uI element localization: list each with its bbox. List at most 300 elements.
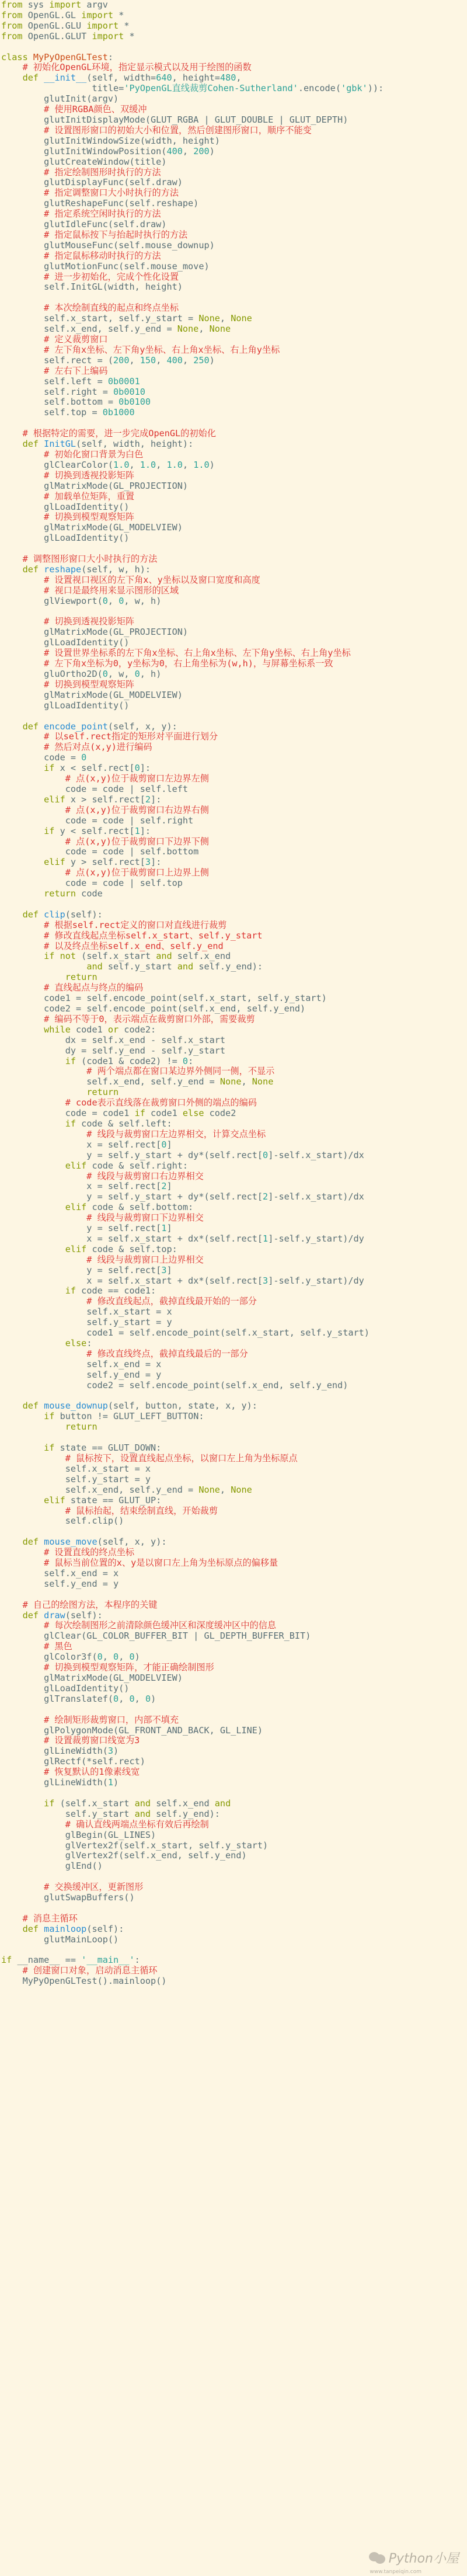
code-line xyxy=(1,910,467,920)
code-token: self.y_end): xyxy=(151,1808,220,1819)
code-token: and xyxy=(86,961,103,972)
code-token: (self, button, state, x, y): xyxy=(107,1400,257,1412)
code-token: # 修改直线起点，截掉直线最开始的一部分 xyxy=(1,1296,257,1307)
code-line xyxy=(1,711,467,722)
code-token: code2: xyxy=(119,1024,156,1035)
code-line xyxy=(1,857,467,868)
code-token: if xyxy=(44,825,55,836)
code-token: ] xyxy=(166,1264,172,1275)
code-line xyxy=(1,1631,467,1642)
code-token: if xyxy=(65,1118,76,1129)
code-token: # 以self.rect指定的矩形对平面进行划分 xyxy=(1,731,218,742)
code-token: # 本次绘制直线的起点和终点坐标 xyxy=(1,303,179,314)
code-token xyxy=(1,972,65,982)
code-line xyxy=(1,1882,467,1893)
code-token: 0 xyxy=(102,669,108,679)
code-line xyxy=(1,230,467,241)
code-token: None xyxy=(209,324,231,335)
code-line xyxy=(1,1370,467,1381)
code-token: def xyxy=(22,72,39,84)
code-line xyxy=(1,523,467,533)
code-token: glMatrixMode(GL_MODELVIEW) xyxy=(1,522,183,533)
code-token: (self.x_start xyxy=(54,1798,135,1809)
code-token: , xyxy=(102,1652,114,1663)
code-line xyxy=(1,1788,467,1799)
code-token xyxy=(39,72,44,83)
code-token: # 编码不等于0，表示端点在裁剪窗口外部，需要裁剪 xyxy=(1,1013,255,1024)
code-line xyxy=(1,42,467,53)
code-token xyxy=(1,1421,65,1432)
code-token: self.y_end): xyxy=(193,961,263,972)
code-line xyxy=(1,732,467,742)
code-line xyxy=(1,481,467,492)
code-token: 0 xyxy=(263,1149,269,1160)
code-line xyxy=(1,826,467,837)
code-token xyxy=(1,1160,65,1171)
code-token: 1.0 xyxy=(193,459,210,470)
code-token xyxy=(1,1442,44,1453)
code-token: self.y_start xyxy=(1,1808,135,1819)
code-token: # 指定鼠标移动时执行的方法 xyxy=(1,250,161,261)
watermark xyxy=(369,2549,459,2567)
code-token: # 定义裁剪窗口 xyxy=(1,334,108,345)
code-line xyxy=(1,1066,467,1077)
code-line xyxy=(1,784,467,795)
code-token: glutCreateWindow(title) xyxy=(1,156,167,167)
code-token xyxy=(1,1024,44,1035)
code-token: 150 xyxy=(140,354,156,366)
code-token: 2 xyxy=(263,1191,269,1202)
code-token: 250 xyxy=(193,354,210,366)
code-token: y = self.rect[ xyxy=(1,1223,162,1234)
code-token: # 直线起点与终点的编码 xyxy=(1,982,144,993)
code-token: (self): xyxy=(86,1923,124,1934)
code-token: glTranslatef( xyxy=(1,1693,114,1704)
code-token: glutInitWindowSize(width, height) xyxy=(1,135,220,146)
code-token: if xyxy=(44,1798,55,1809)
code-token: code = code1 xyxy=(1,1108,135,1119)
code-token: code2 = self.encode_point(self.x_end, self.y_end) xyxy=(1,1003,306,1014)
code-token: button != GLUT_LEFT_BUTTON: xyxy=(54,1411,204,1422)
code-line xyxy=(1,429,467,439)
code-line xyxy=(1,638,467,648)
code-token: ] xyxy=(166,1223,172,1234)
code-token: (self, width, height): xyxy=(76,439,194,450)
code-token: , xyxy=(182,354,194,366)
code-token: __name__ == xyxy=(12,1955,82,1966)
code-token: * xyxy=(113,9,124,20)
code-token: encode_point xyxy=(44,721,108,732)
code-token: , xyxy=(119,1693,130,1704)
code-token: None xyxy=(252,1076,274,1087)
code-token: ) xyxy=(209,459,215,470)
code-line xyxy=(1,418,467,429)
code-line xyxy=(1,1652,467,1663)
code-token: self.y_end = y xyxy=(1,1369,162,1380)
code-token: code & self.bottom: xyxy=(86,1202,194,1213)
code-token: import xyxy=(81,9,114,20)
code-line xyxy=(1,1976,467,1987)
code-token: , xyxy=(156,459,167,470)
code-line xyxy=(1,387,467,398)
code-line xyxy=(1,1914,467,1924)
code-line xyxy=(1,147,467,157)
code-token: 400 xyxy=(166,354,183,366)
code-token: ]-self.x_start)/dx xyxy=(268,1149,364,1160)
code-token xyxy=(1,1610,23,1621)
code-line xyxy=(1,84,467,94)
code-line xyxy=(1,293,467,303)
code-line xyxy=(1,1872,467,1882)
code-line xyxy=(1,1558,467,1569)
code-line xyxy=(1,1600,467,1611)
code-token: : xyxy=(86,1338,92,1348)
code-token: 1 xyxy=(107,1777,114,1788)
code-token xyxy=(39,1924,44,1934)
code-token: glutMainLoop() xyxy=(1,1934,119,1945)
code-token xyxy=(1,1495,44,1506)
code-token: ) xyxy=(209,145,215,157)
code-token: return xyxy=(65,1421,97,1433)
code-token xyxy=(1,1798,44,1809)
code-token: glutMotionFunc(self.mouse_move) xyxy=(1,260,210,272)
code-token: def xyxy=(22,909,39,920)
code-token: OpenGL.GLUT xyxy=(22,30,92,41)
code-token: code = code | self.right xyxy=(1,815,194,826)
code-token: code & self.right: xyxy=(86,1160,189,1171)
code-token: # 设置裁剪窗口线宽为3 xyxy=(1,1735,140,1746)
code-token xyxy=(1,763,44,773)
code-line xyxy=(1,533,467,544)
code-line xyxy=(1,1244,467,1255)
code-line xyxy=(1,1485,467,1496)
code-token: state == GLUT_DOWN: xyxy=(54,1442,162,1454)
code-token: 0 xyxy=(97,1652,103,1663)
code-line xyxy=(1,11,467,21)
code-line xyxy=(1,1266,467,1276)
code-token: # 设置直线的终点坐标 xyxy=(1,1547,135,1558)
code-token: # 指定鼠标按下与抬起时执行的方法 xyxy=(1,229,188,240)
code-token: self.y_start = y xyxy=(1,1317,172,1328)
code-token: , xyxy=(241,1076,252,1087)
code-token xyxy=(1,1411,44,1421)
code-token xyxy=(1,1118,65,1129)
code-line xyxy=(1,1935,467,1945)
code-line xyxy=(1,816,467,826)
code-token: from xyxy=(1,30,23,41)
code-token: # 视口是最终用来显示图形的区域 xyxy=(1,585,179,596)
code-token: glutSwapBuffers() xyxy=(1,1892,135,1903)
code-token xyxy=(1,564,23,575)
code-token: and xyxy=(156,951,172,962)
code-line xyxy=(1,1296,467,1307)
code-token: else xyxy=(65,1338,87,1348)
code-line xyxy=(1,356,467,366)
code-token: 1.0 xyxy=(166,459,183,470)
code-line xyxy=(1,899,467,910)
code-token: code & self.top: xyxy=(86,1243,177,1254)
code-token: # 左右下上编码 xyxy=(1,365,108,376)
code-token: 0 xyxy=(113,1693,119,1704)
code-token: ] xyxy=(166,1139,172,1150)
code-line xyxy=(1,1433,467,1443)
code-token: self.x_end, self.y_end = xyxy=(1,1076,220,1087)
code-token: glEnd() xyxy=(1,1861,103,1872)
code-token: glMatrixMode(GL_MODELVIEW) xyxy=(1,1673,183,1683)
code-line xyxy=(1,627,467,638)
code-token: # 调整图形窗口大小时执行的方法 xyxy=(1,554,158,565)
code-line xyxy=(1,1349,467,1360)
code-token: ) xyxy=(151,1693,156,1704)
code-line xyxy=(1,0,467,11)
code-token: # 切换到透视投影矩阵 xyxy=(1,470,135,481)
code-token: return xyxy=(86,1087,119,1098)
code-line xyxy=(1,753,467,763)
code-token xyxy=(1,888,44,899)
code-token: glLoadIdentity() xyxy=(1,637,130,648)
code-line xyxy=(1,1391,467,1402)
code-token: # 左下角x坐标、左下角y坐标、右上角x坐标、右上角y坐标 xyxy=(1,344,280,355)
code-line xyxy=(1,168,467,178)
code-token: # 黑色 xyxy=(1,1641,72,1652)
code-line xyxy=(1,680,467,690)
code-token: ]: xyxy=(151,794,162,805)
code-line xyxy=(1,554,467,565)
code-token: glutInit(argv) xyxy=(1,93,119,105)
code-token: code & self.left: xyxy=(76,1118,172,1129)
code-token: glVertex2f(self.x_start, self.y_start) xyxy=(1,1840,269,1851)
code-line xyxy=(1,335,467,345)
code-line xyxy=(1,439,467,450)
code-token: ]: xyxy=(140,763,151,774)
code-line xyxy=(1,1360,467,1370)
code-token: self.x_end, self.y_end = xyxy=(1,1484,199,1495)
code-line xyxy=(1,345,467,356)
code-token: self.x_start, self.y_start = xyxy=(1,313,199,324)
code-line xyxy=(1,262,467,272)
code-token: glPolygonMode(GL_FRONT_AND_BACK, GL_LINE) xyxy=(1,1725,263,1736)
code-token: # 设置世界坐标系的左下角x坐标、右上角x坐标、左下角y坐标、右上角y坐标 xyxy=(1,648,351,659)
code-line xyxy=(1,21,467,32)
code-token: )): xyxy=(367,83,384,94)
code-token: while xyxy=(44,1024,71,1035)
code-token: self.y_start xyxy=(102,961,177,972)
code-token: glutIdleFunc(self.draw) xyxy=(1,219,167,230)
code-line xyxy=(1,701,467,711)
code-token: # 交换缓冲区，更新图形 xyxy=(1,1882,144,1893)
code-line xyxy=(1,1663,467,1673)
code-line xyxy=(1,1506,467,1517)
code-line xyxy=(1,617,467,627)
code-token: # 切换到模型观察矩阵，才能正确绘制图形 xyxy=(1,1662,214,1673)
code-token: elif xyxy=(65,1202,87,1213)
code-token: 0 xyxy=(145,1693,151,1704)
code-token: , w, xyxy=(107,669,135,679)
code-line xyxy=(1,1025,467,1035)
code-token: glLoadIdentity() xyxy=(1,501,130,512)
code-line xyxy=(1,1705,467,1715)
code-token xyxy=(1,1202,65,1212)
code-token xyxy=(1,439,23,449)
code-token xyxy=(1,794,44,805)
code-line xyxy=(1,1454,467,1464)
code-token: None xyxy=(231,1484,252,1495)
code-token: draw xyxy=(44,1609,65,1621)
code-token xyxy=(28,52,33,62)
code-line xyxy=(1,188,467,199)
code-token: # 创建窗口对象，启动消息主循环 xyxy=(1,1965,158,1976)
code-token: ]-self.y_start)/dy xyxy=(268,1275,364,1286)
code-token xyxy=(1,857,44,867)
code-line xyxy=(1,648,467,659)
code-token: code1 = self.encode_point(self.x_start, self.y_start) xyxy=(1,993,327,1004)
code-token: glMatrixMode(GL_PROJECTION) xyxy=(1,480,189,491)
code-token: if xyxy=(44,1411,55,1422)
code-line xyxy=(1,1841,467,1851)
code-token: return xyxy=(44,888,76,899)
code-token: , xyxy=(182,145,194,157)
code-line xyxy=(1,1171,467,1182)
code-token: elif xyxy=(65,1243,87,1254)
code-line xyxy=(1,1475,467,1485)
code-token xyxy=(1,1244,65,1254)
code-token: # 修改直线终点，截掉直线最后的一部分 xyxy=(1,1348,248,1359)
code-token: self.x_start = x xyxy=(1,1306,172,1317)
code-token: glutInitDisplayMode(GLUT_RGBA | GLUT_DOUBLE | GLUT_DEPTH) xyxy=(1,114,348,125)
code-line xyxy=(1,1317,467,1328)
code-token: def xyxy=(22,721,39,732)
code-token: 0 xyxy=(129,1652,135,1663)
code-line xyxy=(1,1579,467,1590)
code-line xyxy=(1,1569,467,1579)
code-token: # 修改直线起点坐标self.x_start、self.y_start xyxy=(1,930,263,941)
code-token: glRectf(*self.rect) xyxy=(1,1756,145,1767)
code-token: x < self.rect[ xyxy=(54,763,135,774)
code-token: # 线段与裁剪窗口右边界相交 xyxy=(1,1170,204,1181)
code-token: glColor3f( xyxy=(1,1652,97,1663)
code-token: None xyxy=(231,313,252,324)
code-token: ) xyxy=(134,1652,140,1663)
code-token: # 然后对点(x,y)进行编码 xyxy=(1,742,152,753)
code-token: 0b1000 xyxy=(102,407,135,418)
code-token: , xyxy=(129,459,140,470)
code-token: ) xyxy=(113,1777,119,1788)
code-token: x > self.rect[ xyxy=(65,794,145,805)
code-line xyxy=(1,951,467,962)
code-token: 0 xyxy=(161,1139,167,1150)
code-token: glutReshapeFunc(self.reshape) xyxy=(1,198,199,209)
code-token: None xyxy=(198,1484,220,1495)
code-line xyxy=(1,1381,467,1391)
code-token: import xyxy=(49,0,82,10)
code-token: elif xyxy=(65,1160,87,1171)
code-token: # 切换到模型观察矩阵 xyxy=(1,679,135,690)
code-line xyxy=(1,805,467,816)
code-token: # 自己的绘图方法，本程序的关键 xyxy=(1,1599,158,1610)
code-token: 200 xyxy=(193,145,210,157)
code-line xyxy=(1,1108,467,1119)
code-token xyxy=(1,909,23,920)
code-token: : xyxy=(188,1055,194,1066)
code-line xyxy=(1,1851,467,1861)
code-line xyxy=(1,1161,467,1171)
code-token xyxy=(1,1338,65,1348)
code-line xyxy=(1,199,467,209)
code-token: # 左下角x坐标为0，y坐标为0，右上角坐标为(w,h)，与屏幕坐标系一致 xyxy=(1,658,333,669)
code-token: if xyxy=(65,1285,76,1296)
code-token: else xyxy=(182,1108,204,1119)
code-token xyxy=(39,721,44,732)
code-token: class xyxy=(1,51,28,62)
code-line xyxy=(1,53,467,63)
code-line xyxy=(1,1077,467,1087)
code-token: 0 xyxy=(134,763,140,774)
code-token: code1 xyxy=(145,1108,183,1119)
code-token: self.x_end, self.y_end = xyxy=(1,324,177,335)
code-token: (self): xyxy=(65,1609,103,1621)
code-line xyxy=(1,450,467,460)
code-token: 3 xyxy=(145,857,151,868)
code-line xyxy=(1,774,467,784)
code-line xyxy=(1,1035,467,1046)
code-token: and xyxy=(134,1808,151,1819)
code-line xyxy=(1,1893,467,1903)
code-token: self.left = xyxy=(1,376,108,387)
code-token: # 设置图形窗口的初始大小和位置，然后创建图形窗口，顺序不能变 xyxy=(1,124,312,135)
code-token: , xyxy=(219,313,231,324)
code-token: x = self.x_start + dx*(self.rect[ xyxy=(1,1233,263,1244)
code-line xyxy=(1,565,467,575)
code-line xyxy=(1,690,467,701)
code-line xyxy=(1,1611,467,1621)
code-token: code2 xyxy=(204,1108,236,1119)
code-token: None xyxy=(177,324,199,335)
code-token: 1 xyxy=(263,1233,269,1244)
code-token: 200 xyxy=(113,354,130,366)
code-line xyxy=(1,1527,467,1537)
code-line xyxy=(1,1726,467,1736)
code-line xyxy=(1,220,467,230)
code-token: y = self.rect[ xyxy=(1,1264,162,1275)
code-token: if xyxy=(134,1108,145,1119)
code-token: ]-self.y_start)/dy xyxy=(268,1233,364,1244)
code-token: # 根据self.rect定义的窗口对直线进行裁剪 xyxy=(1,919,227,930)
code-token: and xyxy=(177,961,194,972)
code-line xyxy=(1,1799,467,1809)
code-token: code2 = self.encode_point(self.x_end, self.y_end) xyxy=(1,1379,348,1390)
code-token: 0 xyxy=(182,1055,189,1066)
code-token: 400 xyxy=(166,145,183,157)
code-line xyxy=(1,1903,467,1914)
code-token: InitGL xyxy=(44,439,76,450)
code-line xyxy=(1,1945,467,1956)
code-token: elif xyxy=(44,857,65,868)
code-token: def xyxy=(22,1609,39,1621)
code-token: self.x_end xyxy=(172,951,231,962)
code-token: (self): xyxy=(65,909,103,920)
code-line xyxy=(1,471,467,481)
code-line xyxy=(1,1150,467,1161)
code-token xyxy=(39,909,44,920)
code-line xyxy=(1,1181,467,1192)
code-token xyxy=(1,826,44,836)
code-token: # 两个端点都在窗口某边界外侧同一侧，不显示 xyxy=(1,1066,275,1077)
code-token: 0b0010 xyxy=(113,386,145,397)
code-token: MyPyOpenGLTest().mainloop() xyxy=(1,1976,167,1987)
code-token: glLoadIdentity() xyxy=(1,533,130,544)
code-token: x = self.rect[ xyxy=(1,1181,162,1192)
code-token: self.rect = ( xyxy=(1,354,114,366)
